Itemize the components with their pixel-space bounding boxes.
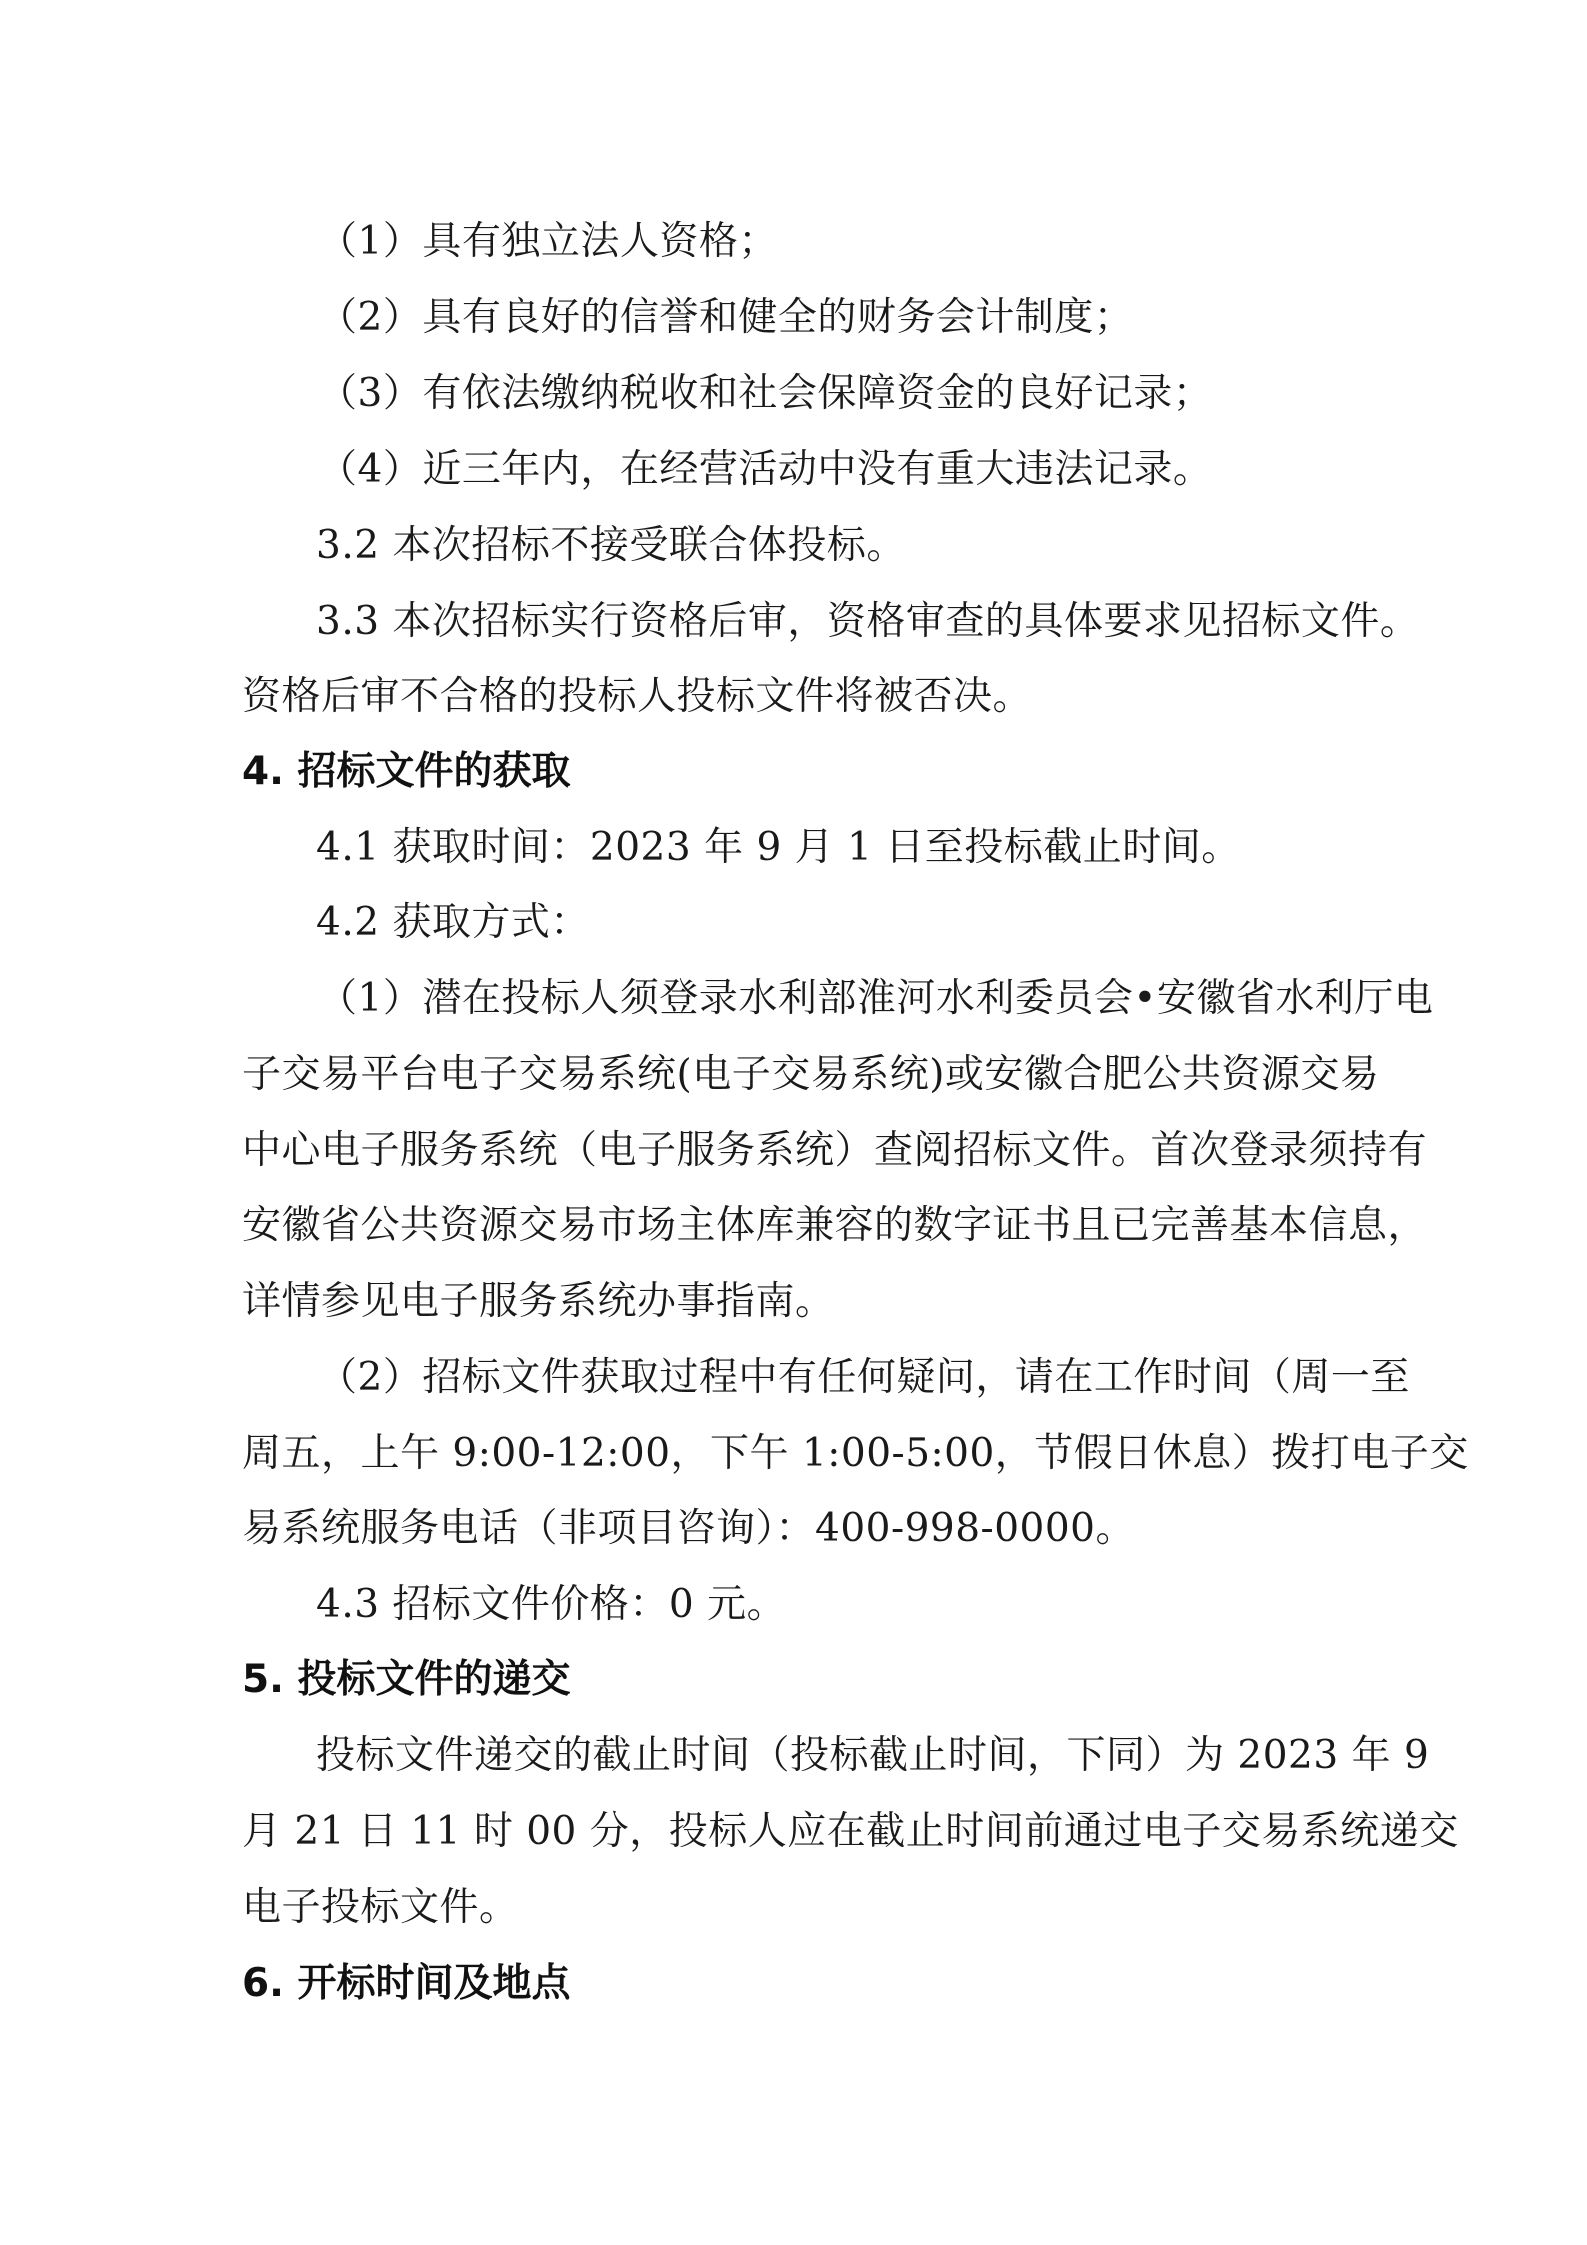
- criterion-2: （2）具有良好的信誉和健全的财务会计制度；: [318, 295, 1134, 340]
- item-1-line-3: 中心电子服务系统（电子服务系统）查阅招标文件。首次登录须持有: [242, 1128, 1428, 1173]
- item-2-line-2: 周五，上午 9:00-12:00，下午 1:00-5:00，节假日休息）拨打电子交: [242, 1431, 1469, 1476]
- item-1-line-4: 安徽省公共资源交易市场主体库兼容的数字证书且已完善基本信息，: [242, 1203, 1428, 1248]
- section-5-line-2: 月 21 日 11 时 00 分，投标人应在截止时间前通过电子交易系统递交: [242, 1809, 1459, 1854]
- item-2-line-3: 易系统服务电话（非项目咨询）：400-998-0000。: [242, 1506, 1135, 1551]
- paragraph-3-3-line-2: 资格后审不合格的投标人投标文件将被否决。: [242, 674, 1033, 719]
- criterion-3: （3）有依法缴纳税收和社会保障资金的良好记录；: [318, 371, 1213, 416]
- criterion-1: （1）具有独立法人资格；: [318, 219, 778, 264]
- criterion-4: （4）近三年内，在经营活动中没有重大违法记录。: [318, 447, 1213, 492]
- item-2-line-1: （2）招标文件获取过程中有任何疑问，请在工作时间（周一至: [318, 1355, 1410, 1400]
- paragraph-3-2: 3.2 本次招标不接受联合体投标。: [316, 523, 906, 568]
- section-5-line-1: 投标文件递交的截止时间（投标截止时间，下同）为 2023 年 9: [316, 1733, 1430, 1778]
- paragraph-4-3: 4.3 招标文件价格：0 元。: [316, 1582, 787, 1627]
- section-5-heading: 5. 投标文件的递交: [242, 1657, 571, 1702]
- section-4-heading: 4. 招标文件的获取: [242, 749, 571, 794]
- paragraph-4-1: 4.1 获取时间：2023 年 9 月 1 日至投标截止时间。: [316, 825, 1241, 870]
- section-6-heading: 6. 开标时间及地点: [242, 1961, 571, 2006]
- item-1-line-1: （1）潜在投标人须登录水利部淮河水利委员会•安徽省水利厅电: [318, 976, 1434, 1021]
- paragraph-3-3-line-1: 3.3 本次招标实行资格后审，资格审查的具体要求见招标文件。: [316, 599, 1420, 644]
- item-1-line-5: 详情参见电子服务系统办事指南。: [242, 1279, 835, 1324]
- section-5-line-3: 电子投标文件。: [242, 1885, 519, 1930]
- paragraph-4-2: 4.2 获取方式：: [316, 900, 590, 945]
- item-1-line-2: 子交易平台电子交易系统(电子交易系统)或安徽合肥公共资源交易: [242, 1052, 1380, 1097]
